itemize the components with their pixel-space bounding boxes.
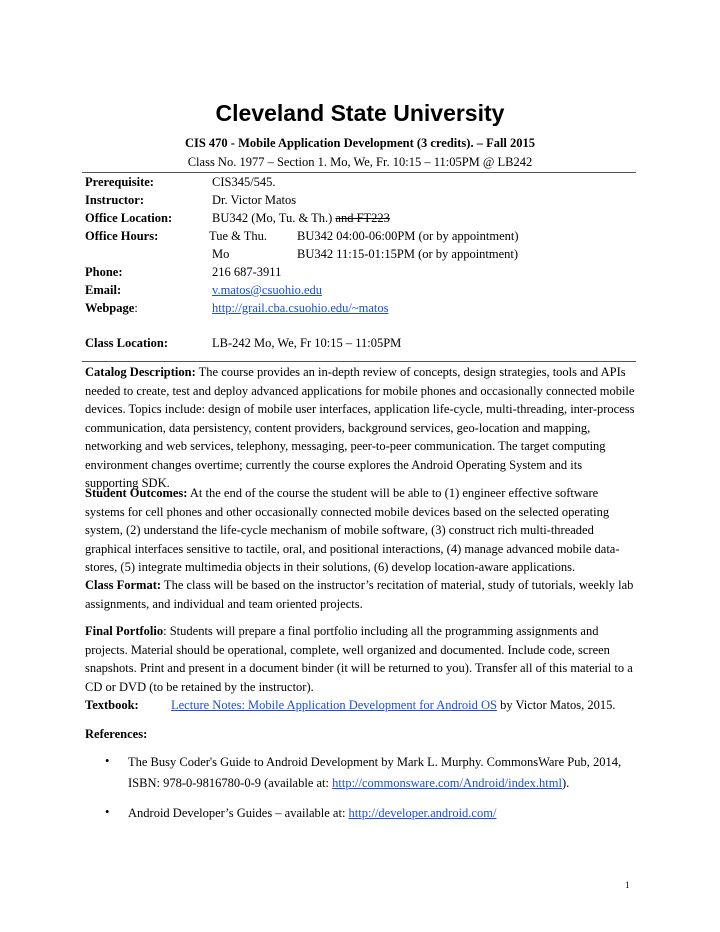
class-location-value: LB-242 Mo, We, Fr 10:15 – 11:05PM	[212, 336, 402, 350]
textbook-suffix: by Victor Matos, 2015.	[496, 698, 616, 712]
outcomes-label: Student Outcomes:	[85, 486, 188, 500]
office-hours-1-detail: BU342 04:00-06:00PM (or by appointment)	[297, 229, 519, 243]
phone-label: Phone:	[85, 265, 123, 279]
course-line: CIS 470 - Mobile Application Development (3 credits). – Fall 2015	[184, 136, 536, 150]
portfolio-text: : Students will prepare a final portfolio including all the programming assignments and projects. Material should be operational, complete, well organized and documented. Include code, screen snapshots. Print and present in a document binder (it will be returned to you). Transfer all of this material to a CD or DVD (to be retained by the instructor).	[85, 624, 633, 694]
reference-1-link[interactable]: http://commonsware.com/Android/index.html	[332, 776, 562, 790]
webpage-link[interactable]: http://grail.cba.csuohio.edu/~matos	[212, 301, 389, 315]
office-hours-2-days: Mo	[212, 247, 230, 261]
textbook-link[interactable]: Lecture Notes: Mobile Application Development for Android OS	[171, 698, 497, 712]
class-line: Class No. 1977 – Section 1. Mo, We, Fr. 10:15 – 11:05PM @ LB242	[187, 155, 533, 169]
webpage-label: Webpage	[85, 301, 135, 315]
reference-2-text: Android Developer’s Guides – available at:	[128, 806, 349, 820]
bullet-icon: •	[105, 754, 110, 768]
class-format	[85, 576, 637, 613]
divider	[82, 172, 636, 173]
page-number: 1	[625, 880, 630, 890]
webpage-colon: :	[134, 301, 138, 315]
class-location-label: Class Location:	[85, 336, 168, 350]
format-text: The class will be based on the instructor’s recitation of material, study of tutorials, weekly lab assignments, and individual and team oriented projects.	[85, 578, 634, 611]
references-label: References:	[85, 727, 148, 741]
outcomes-text: At the end of the course the student will be able to (1) engineer effective software systems for cell phones and other occasionally connected mobile devices based on the selected operating system, (2) understand the life-cycle mechanism of mobile software, (3) construct rich multi-threaded graphical interfaces sensitive to tactile, oral, and positional interactions, (4) manage advanced mobile data-stores, (5) integrate multimedia objects in their solutions, (6) develop location-aware applications.	[85, 486, 620, 574]
office-location-text: BU342 (Mo, Tu. & Th.)	[212, 211, 333, 225]
textbook-value	[171, 698, 615, 713]
office-location-label: Office Location:	[85, 211, 173, 225]
prerequisite-value: CIS345/545.	[212, 175, 276, 189]
email-link[interactable]: v.matos@csuohio.edu	[212, 283, 322, 297]
catalog-label: Catalog Description:	[85, 365, 196, 379]
reference-item	[128, 752, 638, 794]
reference-item	[128, 803, 638, 824]
instructor-value: Dr. Victor Matos	[212, 193, 297, 207]
reference-2-link[interactable]: http://developer.android.com/	[348, 806, 497, 820]
phone-value: 216 687-3911	[212, 265, 282, 279]
instructor-label: Instructor:	[85, 193, 145, 207]
office-hours-label: Office Hours:	[85, 229, 159, 243]
office-location-value	[212, 211, 390, 226]
university-title: Cleveland State University	[215, 100, 505, 126]
email-label: Email:	[85, 283, 122, 297]
office-location-struck: and FT223	[335, 211, 390, 225]
prerequisite-label: Prerequisite:	[85, 175, 154, 189]
divider	[82, 361, 636, 362]
portfolio-label: Final Portfolio	[85, 624, 164, 638]
webpage-label-wrap	[85, 301, 138, 316]
textbook-label: Textbook:	[85, 698, 139, 712]
reference-1-end: ).	[561, 776, 570, 790]
format-label: Class Format:	[85, 578, 162, 592]
office-hours-1-days: Tue & Thu.	[209, 229, 268, 243]
bullet-icon: •	[105, 805, 110, 819]
catalog-description	[85, 363, 637, 493]
student-outcomes	[85, 484, 637, 577]
final-portfolio	[85, 622, 637, 696]
office-hours-2-detail: BU342 11:15-01:15PM (or by appointment)	[297, 247, 519, 261]
catalog-text: The course provides an in-depth review of concepts, design strategies, tools and APIs needed to create, test and deploy advanced applications for mobile phones and occasionally connected mobile devices. Topics include: design of mobile user interfaces, application life-cycle, multi-threading, inter-process communication, data persistency, content providers, background services, geo-location and mapping, networking and web services, telephony, messaging, peer-to-peer communication. The target computing environment changes overtime; currently the course explores the Android Operating System and its supporting SDK.	[85, 365, 635, 490]
reference-1-text: The Busy Coder's Guide to Android Development by Mark L. Murphy. CommonsWare Pub, 2014, ISBN: 978-0-9816780-0-9 (available at:	[128, 755, 622, 790]
